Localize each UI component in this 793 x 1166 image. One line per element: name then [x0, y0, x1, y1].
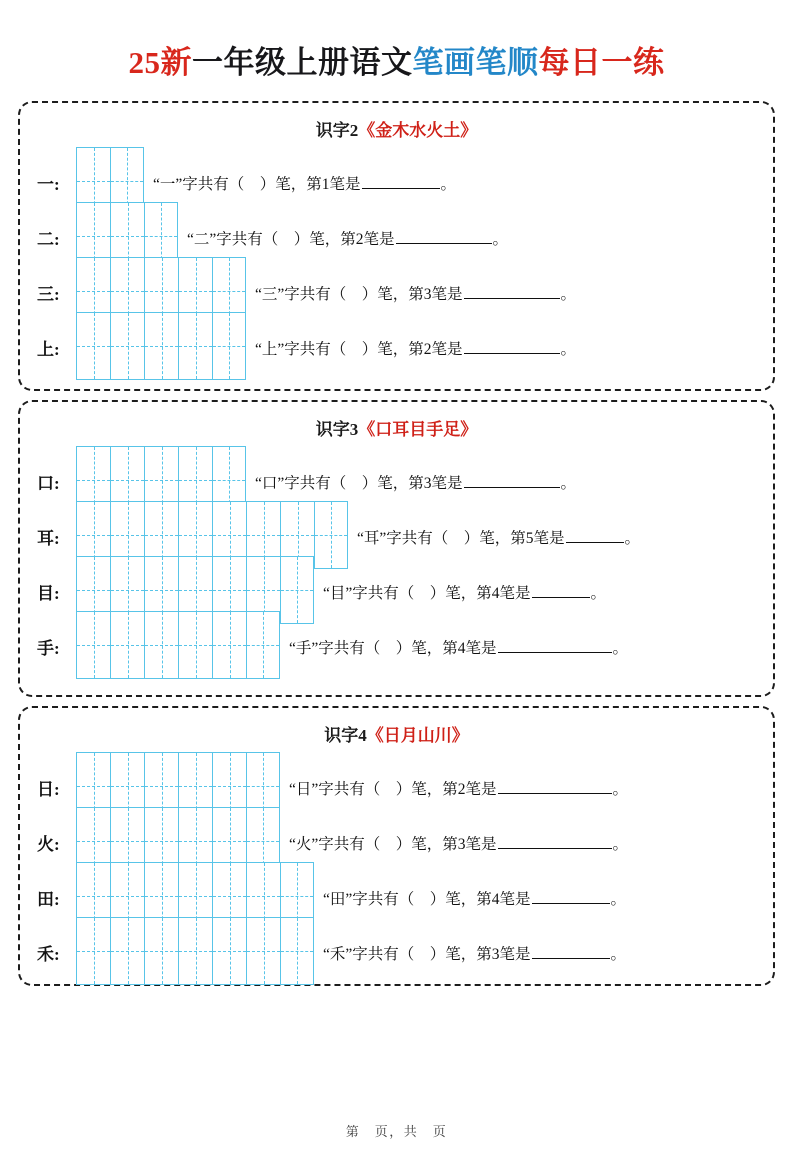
tianzige-cell[interactable] — [76, 611, 110, 679]
row-character-label: 一: — [37, 174, 60, 194]
tianzige-cell[interactable] — [144, 312, 178, 380]
exercise-row — [34, 446, 759, 501]
section-book-title: 《日月山川》 — [366, 725, 469, 745]
tianzige-cell[interactable] — [144, 917, 178, 985]
question-suffix: 。 — [440, 176, 457, 194]
row-character-label: 火: — [37, 834, 60, 854]
exercise-row — [34, 556, 759, 611]
row-question-text — [144, 175, 456, 202]
exercise-row — [34, 202, 759, 257]
answer-blank[interactable] — [498, 639, 612, 653]
question-prefix: “田”字共有（ ）笔，第4笔是 — [323, 891, 531, 909]
answer-blank[interactable] — [498, 835, 612, 849]
tianzige-cell[interactable] — [212, 917, 246, 985]
question-suffix: 。 — [560, 341, 577, 359]
question-suffix: 。 — [612, 836, 629, 854]
tianzige-cell[interactable] — [110, 917, 144, 985]
row-character-label: 目: — [37, 583, 60, 603]
exercise-row — [34, 312, 759, 367]
exercise-row — [34, 611, 759, 666]
section-title — [34, 418, 759, 442]
title-segment-blue: 笔画笔顺 — [412, 45, 539, 80]
exercise-row — [34, 257, 759, 312]
exercise-rows — [34, 446, 759, 666]
answer-blank[interactable] — [362, 175, 440, 189]
tianzige-cell[interactable] — [212, 312, 246, 380]
answer-blank[interactable] — [532, 890, 610, 904]
tianzige-cell[interactable] — [110, 611, 144, 679]
row-character-label: 耳: — [37, 528, 60, 548]
section-lesson-label: 识字2 — [315, 120, 359, 140]
lesson-section — [18, 706, 775, 986]
row-question-text — [280, 639, 628, 666]
tianzige-cell[interactable] — [76, 312, 110, 380]
question-suffix: 。 — [612, 640, 629, 658]
row-question-text — [348, 529, 640, 556]
title-segment-red-1: 25新 — [128, 45, 192, 80]
section-lesson-label: 识字4 — [324, 725, 367, 745]
row-character-label: 三: — [37, 284, 60, 304]
section-title — [34, 119, 759, 143]
row-character-label: 禾: — [37, 944, 60, 964]
question-suffix: 。 — [612, 781, 629, 799]
question-suffix: 。 — [492, 231, 509, 249]
question-prefix: “火”字共有（ ）笔，第3笔是 — [289, 836, 497, 854]
page-title — [0, 44, 793, 83]
row-question-text — [280, 780, 628, 807]
section-book-title: 《口耳目手足》 — [358, 419, 478, 439]
row-question-text — [246, 285, 576, 312]
title-segment-red-2: 每日一练 — [538, 45, 665, 80]
exercise-row — [34, 807, 759, 862]
answer-blank[interactable] — [464, 285, 560, 299]
tianzige-cell[interactable] — [110, 312, 144, 380]
exercise-rows — [34, 752, 759, 972]
tianzige-writing-grid[interactable] — [76, 611, 280, 679]
question-prefix: “手”字共有（ ）笔，第4笔是 — [289, 640, 497, 658]
row-character-label: 上: — [37, 339, 60, 359]
answer-blank[interactable] — [396, 230, 492, 244]
answer-blank[interactable] — [464, 340, 560, 354]
tianzige-cell[interactable] — [280, 917, 314, 985]
lesson-section — [18, 400, 775, 697]
section-lesson-label: 识字3 — [315, 419, 359, 439]
question-suffix: 。 — [560, 475, 577, 493]
row-question-text — [246, 340, 576, 367]
question-prefix: “日”字共有（ ）笔，第2笔是 — [289, 781, 497, 799]
exercise-row — [34, 147, 759, 202]
section-title — [34, 724, 759, 748]
question-suffix: 。 — [560, 286, 577, 304]
question-prefix: “上”字共有（ ）笔，第2笔是 — [255, 341, 463, 359]
page-footer: 第 页，共 页 — [345, 1124, 448, 1139]
tianzige-cell[interactable] — [178, 611, 212, 679]
tianzige-cell[interactable] — [178, 312, 212, 380]
row-character-label: 日: — [37, 779, 60, 799]
tianzige-cell[interactable] — [144, 611, 178, 679]
question-prefix: “三”字共有（ ）笔，第3笔是 — [255, 286, 463, 304]
row-character-label: 手: — [37, 638, 60, 658]
exercise-rows — [34, 147, 759, 367]
tianzige-cell[interactable] — [246, 917, 280, 985]
title-segment-black: 一年级上册语文 — [192, 45, 413, 80]
row-question-text — [246, 474, 576, 501]
row-character-label: 口: — [37, 473, 60, 493]
question-suffix: 。 — [590, 585, 607, 603]
question-suffix: 。 — [610, 946, 627, 964]
question-suffix: 。 — [610, 891, 627, 909]
tianzige-writing-grid[interactable] — [76, 312, 246, 380]
row-question-text — [314, 584, 606, 611]
row-question-text — [178, 230, 508, 257]
answer-blank[interactable] — [532, 945, 610, 959]
question-prefix: “禾”字共有（ ）笔，第3笔是 — [323, 946, 531, 964]
row-question-text — [314, 890, 626, 917]
answer-blank[interactable] — [498, 780, 612, 794]
exercise-row — [34, 752, 759, 807]
answer-blank[interactable] — [464, 474, 560, 488]
question-prefix: “目”字共有（ ）笔，第4笔是 — [323, 585, 531, 603]
sections-container — [18, 101, 775, 986]
row-question-text — [314, 945, 626, 972]
tianzige-cell[interactable] — [76, 917, 110, 985]
question-prefix: “一”字共有（ ）笔，第1笔是 — [153, 176, 361, 194]
tianzige-cell[interactable] — [212, 611, 246, 679]
exercise-row — [34, 917, 759, 972]
exercise-row — [34, 862, 759, 917]
question-suffix: 。 — [624, 530, 641, 548]
section-book-title: 《金木水火土》 — [358, 120, 478, 140]
row-question-text — [280, 835, 628, 862]
worksheet-page — [0, 44, 793, 1166]
question-prefix: “口”字共有（ ）笔，第3笔是 — [255, 475, 463, 493]
row-character-label: 二: — [37, 229, 60, 249]
tianzige-cell[interactable] — [246, 611, 280, 679]
exercise-row — [34, 501, 759, 556]
lesson-section — [18, 101, 775, 391]
row-character-label: 田: — [37, 889, 60, 909]
question-prefix: “耳”字共有（ ）笔，第5笔是 — [357, 530, 565, 548]
tianzige-writing-grid[interactable] — [76, 917, 314, 985]
answer-blank[interactable] — [532, 584, 590, 598]
question-prefix: “二”字共有（ ）笔，第2笔是 — [187, 231, 395, 249]
answer-blank[interactable] — [566, 529, 624, 543]
tianzige-cell[interactable] — [178, 917, 212, 985]
